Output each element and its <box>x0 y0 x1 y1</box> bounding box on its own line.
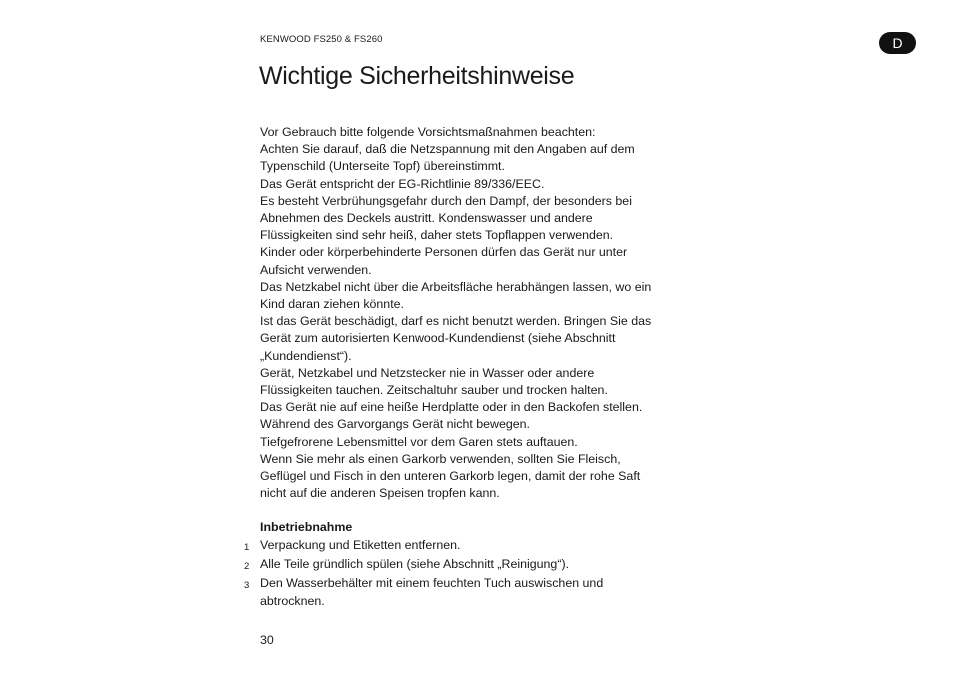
safety-line: nicht auf die anderen Speisen tropfen kann. <box>260 486 500 501</box>
language-badge: D <box>879 32 916 54</box>
safety-line: Flüssigkeiten sind sehr heiß, daher stets Topflappen verwenden. <box>260 228 614 243</box>
safety-line: Das Gerät entspricht der EG-Richtlinie 89/336/EEC. <box>260 176 545 191</box>
step-text: Alle Teile gründlich spülen (siehe Abschnitt „Reinigung“). <box>260 557 570 572</box>
safety-line: Gerät, Netzkabel und Netzstecker nie in Wasser oder andere <box>260 365 595 380</box>
safety-line: Kinder oder körperbehinderte Personen dürfen das Gerät nur unter <box>260 245 628 260</box>
step-item <box>244 575 704 609</box>
safety-line: Es besteht Verbrühungsgefahr durch den Dampf, der besonders bei <box>260 193 632 208</box>
safety-line: Ist das Gerät beschädigt, darf es nicht benutzt werden. Bringen Sie das <box>260 314 652 329</box>
safety-line: Gerät zum autorisierten Kenwood-Kundendienst (siehe Abschnitt <box>260 331 616 346</box>
step-text: Den Wasserbehälter mit einem feuchten Tuch auswischen und abtrocknen. <box>260 576 604 608</box>
safety-line: Aufsicht verwenden. <box>260 262 372 277</box>
section-heading-inbetriebnahme: Inbetriebnahme <box>260 520 353 534</box>
step-item <box>244 537 704 556</box>
safety-line: Typenschild (Unterseite Topf) übereinstimmt. <box>260 159 505 174</box>
page-title: Wichtige Sicherheitshinweise <box>259 62 575 90</box>
step-number: 2 <box>244 561 250 573</box>
safety-line: Geflügel und Fisch in den unteren Garkorb legen, damit der rohe Saft <box>260 469 641 484</box>
safety-line: Das Netzkabel nicht über die Arbeitsfläche herabhängen lassen, wo ein <box>260 279 652 294</box>
safety-line: Abnehmen des Deckels austritt. Kondenswasser und andere <box>260 211 593 226</box>
safety-line: Wenn Sie mehr als einen Garkorb verwenden, sollten Sie Fleisch, <box>260 451 621 466</box>
step-number: 3 <box>244 580 250 592</box>
safety-line: Während des Garvorgangs Gerät nicht bewegen. <box>260 417 530 432</box>
step-text: Verpackung und Etiketten entfernen. <box>260 538 461 552</box>
product-model-header: KENWOOD FS250 & FS260 <box>260 34 383 45</box>
safety-line: Das Gerät nie auf eine heiße Herdplatte oder in den Backofen stellen. <box>260 400 643 415</box>
page-number: 30 <box>260 633 274 647</box>
safety-line: Kind daran ziehen könnte. <box>260 297 404 312</box>
safety-line: „Kundendienst“). <box>260 348 352 363</box>
setup-steps-list <box>244 537 704 610</box>
safety-line: Flüssigkeiten tauchen. Zeitschaltuhr sauber und trocken halten. <box>260 383 608 398</box>
step-number: 1 <box>244 542 250 553</box>
safety-line: Tiefgefrorene Lebensmittel vor dem Garen stets auftauen. <box>260 434 578 449</box>
step-item <box>244 556 704 575</box>
safety-line: Achten Sie darauf, daß die Netzspannung mit den Angaben auf dem <box>260 142 635 157</box>
safety-instructions <box>260 124 700 502</box>
safety-line: Vor Gebrauch bitte folgende Vorsichtsmaßnahmen beachten: <box>260 125 596 139</box>
